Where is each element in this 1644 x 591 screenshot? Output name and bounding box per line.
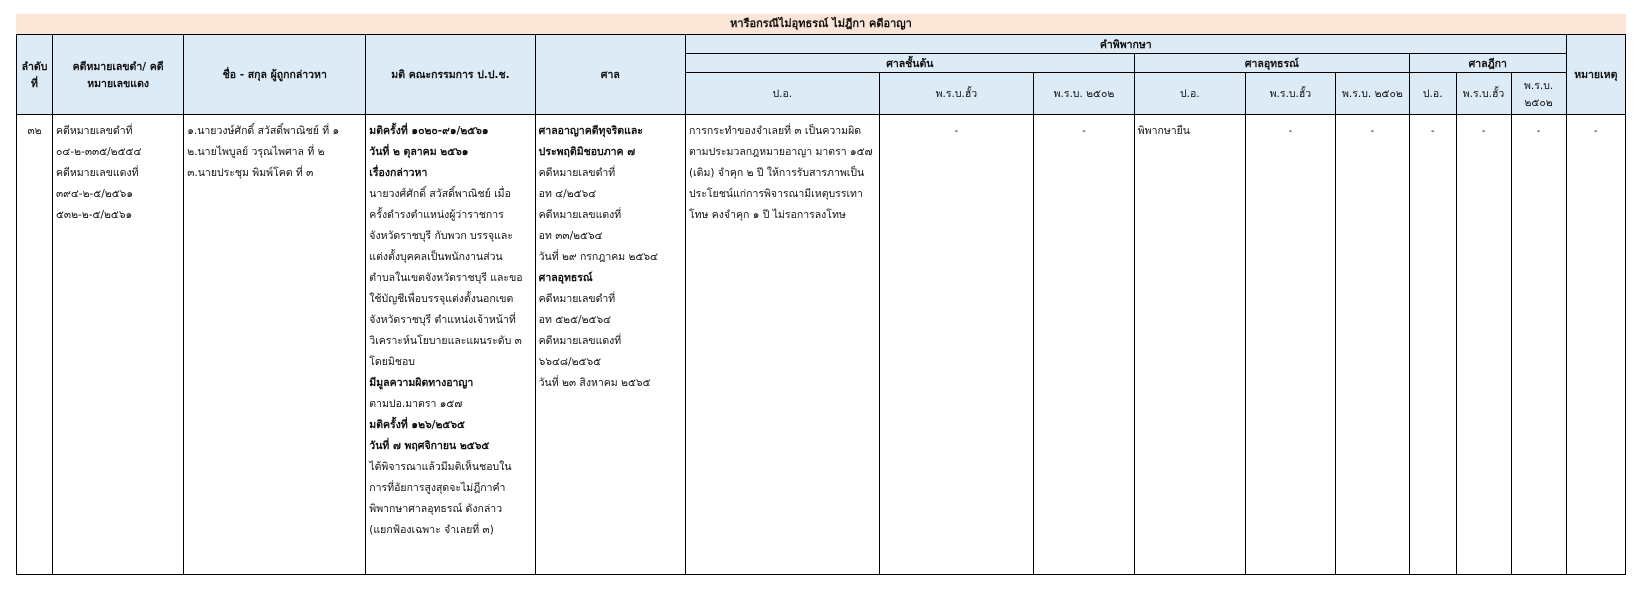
cell-supreme-po: - bbox=[1409, 115, 1456, 575]
case-table bbox=[16, 34, 1626, 575]
header-court: ศาล bbox=[535, 35, 685, 115]
cell-line: ประโยชน์แก่การพิจารณามีเหตุบรรเทา bbox=[688, 188, 863, 200]
cell-first-prb-old: - bbox=[879, 115, 1034, 575]
table-row bbox=[17, 115, 1626, 575]
cell-line: มติครั้งที่ ๑๒๖/๒๕๖๕ bbox=[369, 419, 465, 431]
cell-appeal-prb-2502: - bbox=[1335, 115, 1409, 575]
cell-line: วันที่ ๗ พฤศจิกายน ๒๕๖๕ bbox=[369, 440, 490, 452]
cell-line: อท ๓๓/๒๕๖๔ bbox=[538, 230, 603, 242]
cell-line: ๐๔-๒-๓๓๕/๒๕๕๔ bbox=[55, 146, 142, 158]
cell-line: คดีหมายเลขแดงที่ bbox=[538, 335, 622, 347]
header-supreme-prb-2502: พ.ร.บ. ๒๕๐๒ bbox=[1511, 73, 1566, 115]
report-sheet bbox=[16, 14, 1626, 575]
cell-first-prb-2502: - bbox=[1034, 115, 1135, 575]
cell-line: คดีหมายเลขดำที่ bbox=[538, 167, 616, 179]
cell-line: จังหวัดราชบุรี กับพวก บรรจุและ bbox=[369, 230, 513, 242]
cell-resolution bbox=[366, 115, 535, 575]
cell-line: โดยมิชอบ bbox=[369, 356, 415, 368]
header-case: คดีหมายเลขดำ/ คดีหมายเลขแดง bbox=[52, 35, 183, 115]
cell-line: ใช้บัญชีเพื่อบรรจุแต่งตั้งนอกเขต bbox=[369, 293, 514, 305]
cell-line: ตามปอ.มาตรา ๑๕๗ bbox=[369, 398, 463, 410]
header-supreme-po: ป.อ. bbox=[1409, 73, 1456, 115]
cell-line: นายวงศ์ศักดิ์ สวัสดิ์พาณิชย์ เมื่อ bbox=[369, 188, 511, 200]
header-resolution: มติ คณะกรรมการ ป.ป.ช. bbox=[366, 35, 535, 115]
cell-line: การที่อัยการสูงสุดจะไม่ฎีกาคำ bbox=[369, 482, 506, 494]
cell-line: ๓.นายประชุม พิมพ์โคต ที่ ๓ bbox=[187, 167, 314, 179]
header-supreme-prb-old: พ.ร.บ.ฮั้ว bbox=[1456, 73, 1511, 115]
header-court-supreme: ศาลฎีกา bbox=[1409, 54, 1566, 73]
header-appeal-prb-2502: พ.ร.บ. ๒๕๐๒ bbox=[1335, 73, 1409, 115]
header-first-prb-2502: พ.ร.บ. ๒๕๐๒ bbox=[1034, 73, 1135, 115]
cell-appeal-prb-old: - bbox=[1245, 115, 1335, 575]
cell-line: ตามประมวลกฎหมายอาญา มาตรา ๑๕๗ bbox=[688, 146, 873, 158]
cell-line: วิเคราะห์นโยบายและแผนระดับ ๓ bbox=[369, 335, 522, 347]
cell-line: โทษ คงจำคุก ๑ ปี ไม่รอการลงโทษ bbox=[688, 209, 846, 221]
cell-line: วันที่ ๒๙ กรกฎาคม ๒๕๖๔ bbox=[538, 251, 659, 263]
cell-line: คดีหมายเลขแดงที่ bbox=[55, 167, 139, 179]
cell-line: มีมูลความผิดทางอาญา bbox=[369, 377, 474, 389]
cell-line: วันที่ ๒ ตุลาคม ๒๕๖๑ bbox=[369, 146, 469, 158]
cell-supreme-prb-2502: - bbox=[1511, 115, 1566, 575]
cell-line: มติครั้งที่ ๑๐๒๐-๙๑/๒๕๖๑ bbox=[369, 125, 489, 137]
cell-line: คดีหมายเลขดำที่ bbox=[538, 293, 616, 305]
cell-line: ประพฤติมิชอบภาค ๗ bbox=[538, 146, 636, 158]
header-appeal-po: ป.อ. bbox=[1134, 73, 1245, 115]
cell-line: ๖๖๔๘/๒๕๖๕ bbox=[538, 356, 602, 368]
cell-line: ศาลอุทธรณ์ bbox=[538, 272, 593, 284]
cell-appeal-po: พิพากษายืน bbox=[1134, 115, 1245, 575]
header-court-first: ศาลชั้นต้น bbox=[685, 54, 1134, 73]
cell-line: เรื่องกล่าวหา bbox=[369, 167, 428, 179]
cell-line: ได้พิจารณาแล้วมีมติเห็นชอบใน bbox=[369, 461, 512, 473]
header-court-appeal: ศาลอุทธรณ์ bbox=[1134, 54, 1409, 73]
header-appeal-prb-old: พ.ร.บ.ฮั้ว bbox=[1245, 73, 1335, 115]
cell-line: แต่งตั้งบุคคลเป็นพนักงานส่วน bbox=[369, 251, 503, 263]
header-no: ลำดับ ที่ bbox=[17, 35, 53, 115]
cell-line: ครั้งดำรงตำแหน่งผู้ว่าราชการ bbox=[369, 209, 504, 221]
header-name: ชื่อ - สกุล ผู้ถูกกล่าวหา bbox=[184, 35, 366, 115]
header-first-prb-old: พ.ร.บ.ฮั้ว bbox=[879, 73, 1034, 115]
cell-court bbox=[535, 115, 685, 575]
cell-line: ๓๙๔-๒-๕/๒๕๖๑ bbox=[55, 188, 133, 200]
cell-line: (เดิม) จำคุก ๒ ปี ให้การรับสารภาพเป็น bbox=[688, 167, 865, 179]
cell-line: คดีหมายเลขแดงที่ bbox=[538, 209, 622, 221]
cell-line: อท ๔/๒๕๖๔ bbox=[538, 188, 597, 200]
cell-remark: - bbox=[1566, 115, 1625, 575]
cell-line: ๒.นายไพบูลย์ วรุณไพศาล ที่ ๒ bbox=[187, 146, 325, 158]
cell-line: ตำบลในเขตจังหวัดราชบุรี และขอ bbox=[369, 272, 523, 284]
cell-line: อท ๕๒๕/๒๕๖๔ bbox=[538, 314, 612, 326]
header-remark: หมายเหตุ bbox=[1566, 35, 1625, 115]
cell-line: (แยกฟ้องเฉพาะ จำเลยที่ ๓) bbox=[369, 524, 494, 536]
cell-line: วันที่ ๒๓ สิงหาคม ๒๕๖๕ bbox=[538, 377, 651, 389]
cell-case bbox=[52, 115, 183, 575]
header-judgment: คำพิพากษา bbox=[685, 35, 1566, 54]
cell-line: การกระทำของจำเลยที่ ๓ เป็นความผิด bbox=[688, 125, 862, 137]
header-first-po: ป.อ. bbox=[685, 73, 879, 115]
cell-line: ศาลอาญาคดีทุจริตและ bbox=[538, 125, 643, 137]
cell-line: จังหวัดราชบุรี ตำแหน่งเจ้าหน้าที่ bbox=[369, 314, 516, 326]
cell-line: ๑.นายวงษ์ศักดิ์ สวัสดิ์พาณิชย์ ที่ ๑ bbox=[187, 125, 340, 137]
cell-supreme-prb-old: - bbox=[1456, 115, 1511, 575]
report-title: หารือกรณีไม่อุทธรณ์ ไม่ฎีกา คดีอาญา bbox=[16, 14, 1626, 34]
cell-no: ๓๒ bbox=[17, 115, 53, 575]
cell-line: พิพากษาศาลอุทธรณ์ ดังกล่าว bbox=[369, 503, 503, 515]
cell-line: คดีหมายเลขดำที่ bbox=[55, 125, 133, 137]
cell-line: ๕๓๒-๒-๕/๒๕๖๑ bbox=[55, 209, 133, 221]
cell-name bbox=[184, 115, 366, 575]
cell-first-po bbox=[685, 115, 879, 575]
